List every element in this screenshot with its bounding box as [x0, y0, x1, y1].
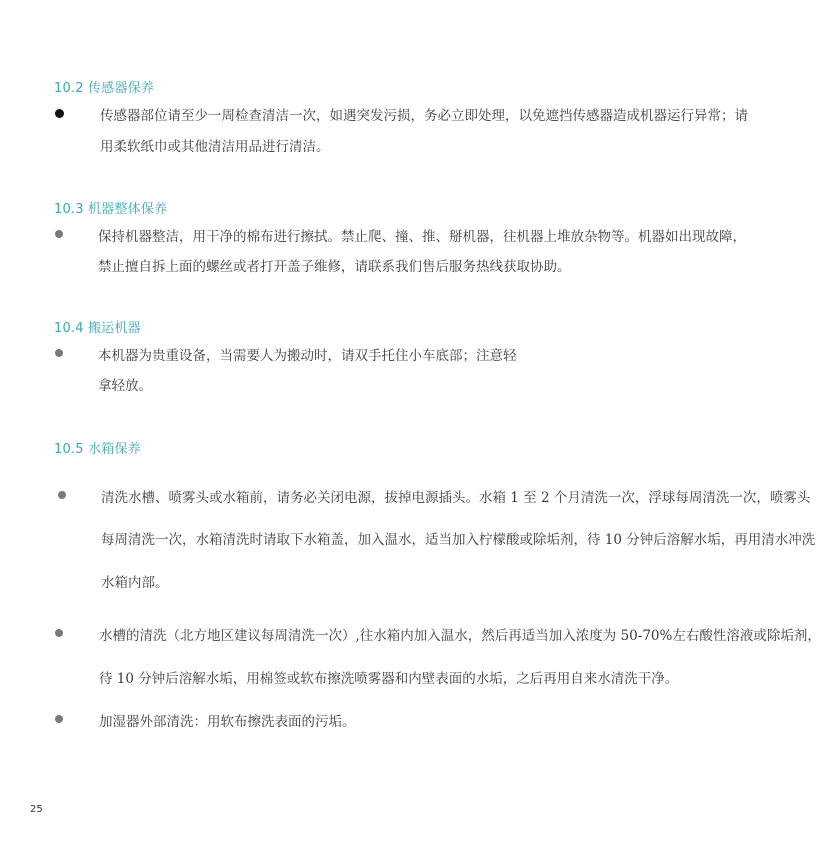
text-line: 用柔软纸巾或其他清洁用品进行清洁。	[100, 139, 330, 155]
text-line: 清洗水槽、喷雾头或水箱前，请务必关闭电源，拔掉电源插头。水箱 1 至 2 个月清洗一次，浮球每周清洗一次，喷雾头	[101, 490, 811, 506]
text-line: 保持机器整洁，用干净的棉布进行擦拭。禁止爬、撞、推、掰机器，往机器上堆放杂物等。机器如出现故障，	[98, 229, 746, 245]
text-line: 本机器为贵重设备，当需要人为搬动时，请双手托住小车底部；注意轻	[98, 348, 517, 364]
bullet-icon	[55, 230, 63, 238]
section-heading-10-3: 10.3 机器整体保养	[54, 202, 168, 217]
bullet-icon	[58, 491, 66, 499]
text-line: 拿轻放。	[98, 378, 152, 394]
text-line: 水箱内部。	[101, 575, 169, 591]
text-line: 加湿器外部清洗：用软布擦洗表面的污垢。	[99, 714, 356, 730]
text-line: 禁止擅自拆上面的螺丝或者打开盖子维修，请联系我们售后服务热线获取协助。	[98, 259, 571, 275]
bullet-icon	[55, 109, 64, 118]
page-number: 25	[30, 804, 43, 815]
bullet-icon	[55, 715, 63, 723]
text-line: 待 10 分钟后溶解水垢，用棉签或软布擦洗喷雾器和内壁表面的水垢，之后再用自来水清洗干净。	[99, 671, 679, 687]
section-heading-10-4: 10.4 搬运机器	[54, 321, 141, 336]
bullet-icon	[55, 349, 63, 357]
bullet-icon	[55, 629, 63, 637]
text-line: 传感器部位请至少一周检查清洁一次，如遇突发污损，务必立即处理，以免遮挡传感器造成机器运行异常；请	[100, 108, 748, 124]
text-line: 每周清洗一次，水箱清洗时请取下水箱盖，加入温水，适当加入柠檬酸或除垢剂，待 10 分钟后溶解水垢，再用清水冲洗	[101, 532, 816, 548]
section-heading-10-5: 10.5 水箱保养	[54, 442, 141, 457]
section-heading-10-2: 10.2 传感器保养	[54, 81, 155, 96]
text-line: 水槽的清洗（北方地区建议每周清洗一次）,往水箱内加入温水，然后再适当加入浓度为 50-70%左右酸性溶液或除垢剂，	[99, 628, 821, 644]
